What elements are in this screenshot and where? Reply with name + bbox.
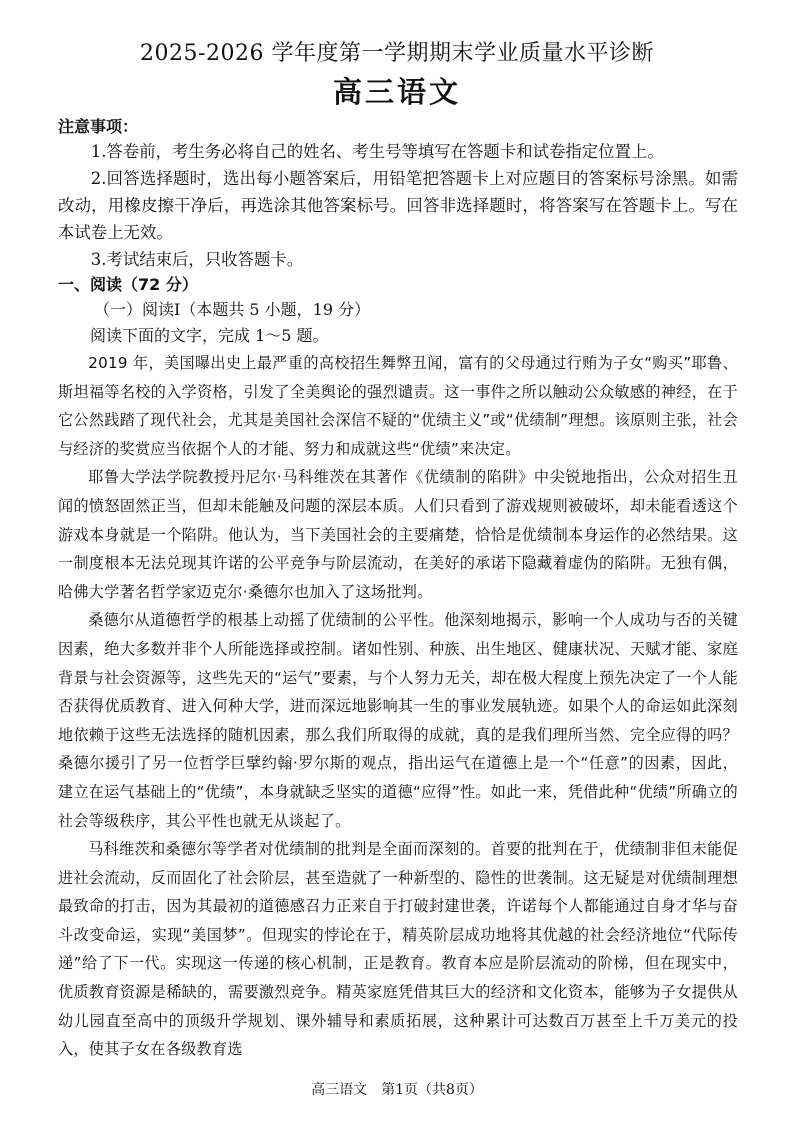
passage-paragraph-3: 桑德尔从道德哲学的根基上动摇了优绩制的公平性。他深刻地揭示，影响一个人成功与否的关键因素，绝大多数并非个人所能选择或控制。诸如性别、种族、出生地区、健康状况、天赋才能、家庭背景与社会资源等，这些先天的“运气”要素，与个人努力无关，却在极大程度上预先决定了一个人能否获得优质教育、进入何种大学，进而深远地影响其一生的事业发展轨迹。如果个人的命运如此深刻地依赖于这些无法选择的随机因素，那么我们所取得的成就，真的是我们理所当然、完全应得的吗？桑德尔援引了另一位哲学巨擘约翰·罗尔斯的观点，指出运气在道德上是一个“任意”的因素，因此，建立在运气基础上的“优绩”，本身就缺乏坚实的道德“应得”性。如此一来，凭借此种“优绩”所确立的社会等级秩序，其公平性也就无从谈起了。: [58, 611, 738, 830]
reading-instruction: 阅读下面的文字，完成 1～5 题。: [90, 326, 329, 345]
notice-item-1: 1.答卷前，考生务必将自己的姓名、考生号等填写在答题卡和试卷指定位置上。: [90, 142, 664, 161]
notice-heading: 注意事项：: [58, 117, 139, 136]
page-footer: 高三语文 第1页（共8页）: [311, 1082, 483, 1098]
section-heading: 一、阅读（72 分）: [58, 275, 198, 294]
page-body: [58, 116, 738, 1064]
notice-item-2: 2.回答选择题时，选出每小题答案后，用铅笔把答题卡上对应题目的答案标号涂黑。如需改动，用橡皮擦干净后，再选涂其他答案标号。回答非选择题时，将答案写在答题卡上。写在本试卷上无效。: [58, 169, 738, 242]
exam-title: 2025-2026 学年度第一学期期末学业质量水平诊断: [140, 41, 654, 66]
passage-paragraph-2: 耶鲁大学法学院教授丹尼尔·马科维茨在其著作《优绩制的陷阱》中尖锐地指出，公众对招生丑闻的愤怒固然正当，但却未能触及问题的深层本质。人们只看到了游戏规则被破坏，却未能看透这个游戏本身就是一个陷阱。他认为，当下美国社会的主要痛楚，恰恰是优绩制本身运作的必然结果。这一制度根本无法兑现其许诺的公平竞争与阶层流动，在美好的承诺下隐藏着虚伪的陷阱。无独有偶，哈佛大学著名哲学家迈克尔·桑德尔也加入了这场批判。: [58, 468, 738, 601]
section-subheading: （一）阅读Ⅰ（本题共 5 小题，19 分）: [94, 300, 371, 319]
passage-paragraph-1: 2019 年，美国曝出史上最严重的高校招生舞弊丑闻，富有的父母通过行贿为子女“购买”耶鲁、斯坦福等名校的入学资格，引发了全美舆论的强烈谴责。这一事件之所以触动公众敏感的神经，在于它公然践踏了现代社会，尤其是美国社会深信不疑的“优绩主义”或“优绩制”理想。该原则主张，社会与经济的奖赏应当依据个人的才能、努力和成就这些“优绩”来决定。: [58, 354, 738, 458]
passage-paragraph-4: 马科维茨和桑德尔等学者对优绩制的批判是全面而深刻的。首要的批判在于，优绩制非但未能促进社会流动，反而固化了社会阶层，甚至造就了一种新型的、隐性的世袭制。这无疑是对优绩制理想最致命的打击，因为其最初的道德感召力正来自于打破封建世袭，许诺每个人都能通过自身才华与奋斗改变命运，实现“美国梦”。但现实的悖论在于，精英阶层成功地将其优越的社会经济地位“代际传递”给了下一代。实现这一传递的核心机制，正是教育。教育本应是阶层流动的阶梯，但在现实中，优质教育资源是稀缺的，需要激烈竞争。精英家庭凭借其巨大的经济和文化资本，能够为子女提供从幼儿园直至高中的顶级升学规划、课外辅导和素质拓展，这种累计可达数百万甚至上千万美元的投入，使其子女在各级教育选: [58, 840, 738, 1059]
subject-title: 高三语文: [332, 75, 461, 109]
notice-item-3: 3.考试结束后，只收答题卡。: [90, 250, 304, 269]
